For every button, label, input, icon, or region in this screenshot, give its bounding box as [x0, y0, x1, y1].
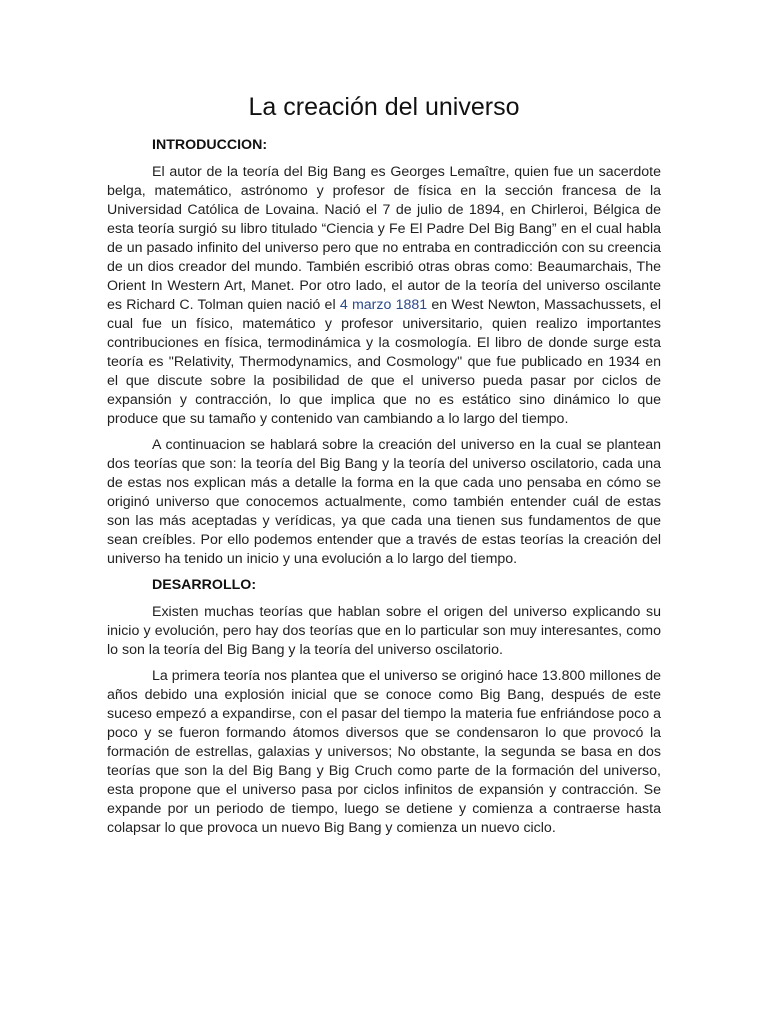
development-heading: DESARROLLO:: [152, 577, 257, 593]
intro-paragraph-1-text-a: El autor de la teoría del Big Bang es Georges Lemaître, quien fue un sacerdote belga, matemático, astrónomo y profesor de física en la sección francesa de la Universidad Católica de Lovaina. Nació el 7 de julio de 1894, en Chirleroi, Bélgica de esta teoría surgió su libro titulado “Ciencia y Fe El Padre Del Big Bang” en el cual habla de un pasado infinito del universo pero que no entraba en contradicción con su creencia de un dios creador del mundo. También escribió otras obras como: Beaumarchais, The Orient In Western Art, Manet. Por otro lado, el autor de la teoría del universo oscilante es Richard C. Tolman quien nació el: [107, 164, 661, 313]
intro-paragraph-1: [107, 163, 661, 429]
date-link[interactable]: 4 marzo 1881: [339, 297, 428, 313]
document-title: La creación del universo: [248, 93, 520, 121]
intro-paragraph-2: A continuacion se hablará sobre la creación del universo en la cual se plantean dos teorías que son: la teoría del Big Bang y la teoría del universo oscilatorio, cada una de estas nos explican más a detalle la forma en la que cada uno pensaba en cómo se originó universo que conocemos actualmente, como también entender cuál de estas son las más aceptadas y verídicas, ya que cada una tienen sus fundamentos de que sean creíbles. Por ello podemos entender que a través de estas teorías la creación del universo ha tenido un inicio y una evolución a lo largo del tiempo.: [107, 437, 661, 567]
development-paragraph-2: La primera teoría nos plantea que el universo se originó hace 13.800 millones de años debido una explosión inicial que se conoce como Big Bang, después de este suceso empezó a expandirse, con el pasar del tiempo la materia fue enfriándose poco a poco y se fueron formando átomos diversos que se condensaron lo que provocó la formación de estrellas, galaxias y universos; No obstante, la segunda se basa en dos teorías que son la del Big Bang y Big Cruch como parte de la formación del universo, esta propone que el universo pasa por ciclos infinitos de expansión y contracción. Se expande por un periodo de tiempo, luego se detiene y comienza a contraerse hasta colapsar lo que provoca un nuevo Big Bang y comienza un nuevo ciclo.: [107, 668, 661, 836]
development-paragraph-1: Existen muchas teorías que hablan sobre el origen del universo explicando su inicio y evolución, pero hay dos teorías que en lo particular son muy interesantes, como lo son la teoría del Big Bang y la teoría del universo oscilatorio.: [107, 604, 661, 658]
intro-paragraph-1-text-b: en West Newton, Massachussets, el cual fue un físico, matemático y profesor universitario, quien realizo importantes contribuciones en física, termodinámica y la cosmología. El libro de donde surge esta teoría es "Relativity, Thermodynamics, and Cosmology" que fue publicado en 1934 en el que discute sobre la posibilidad de que el universo pueda pasar por ciclos de expansión y contracción, lo que implica que no es estático sino dinámico lo que produce que su tamaño y contenido van cambiando a lo largo del tiempo.: [107, 297, 661, 427]
intro-heading: INTRODUCCION:: [152, 137, 268, 153]
